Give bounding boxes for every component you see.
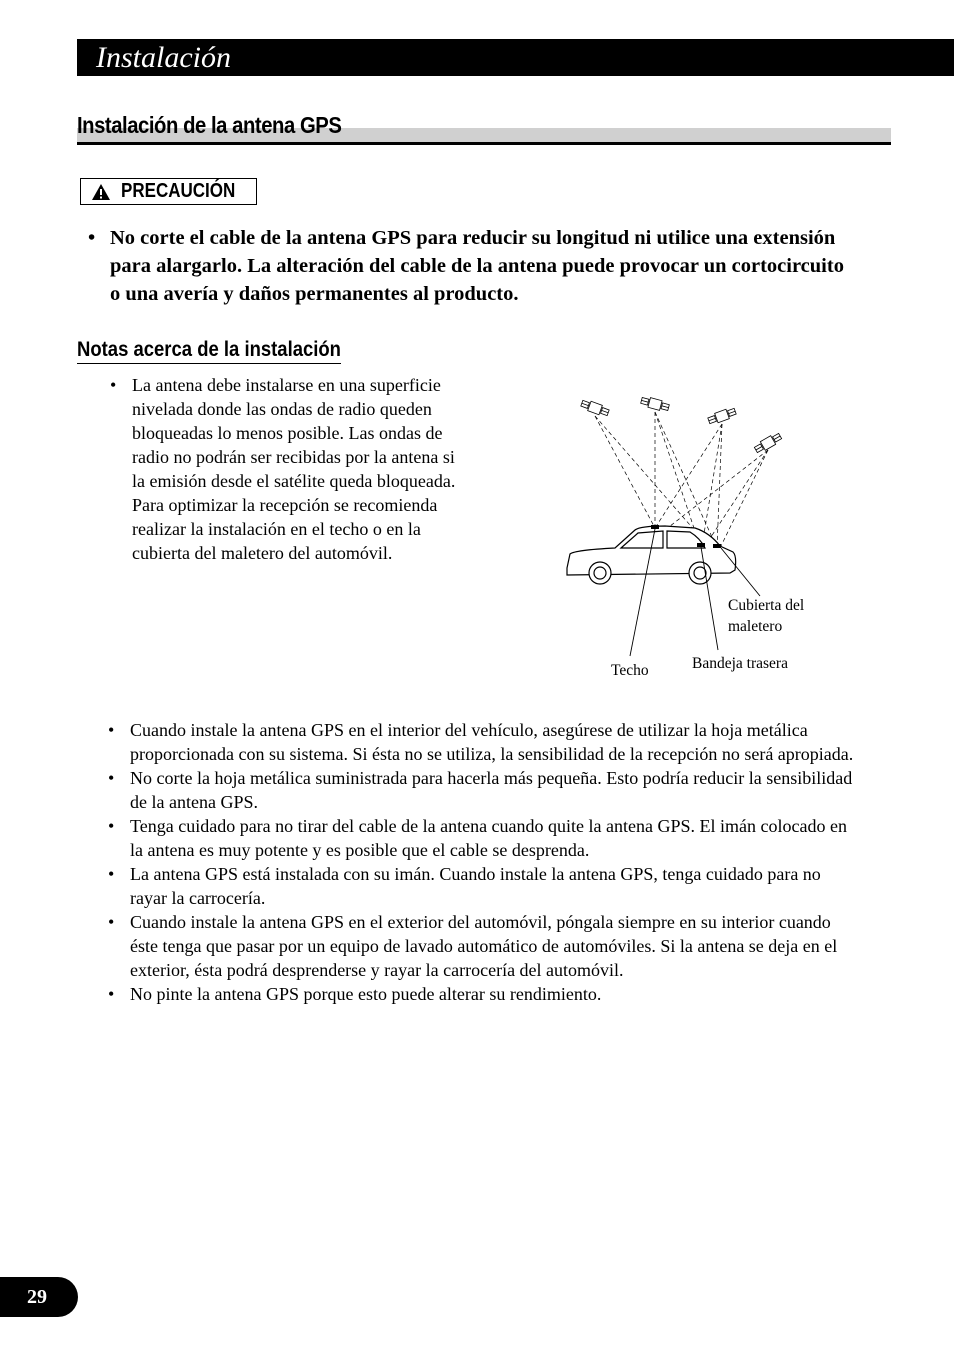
list-item: • No corte la hoja metálica suministrada para hacerla más pequeña. Esto podría reducir la sensibilidad de la antena GPS.: [108, 766, 858, 814]
header-bar: [77, 39, 954, 76]
section-heading: [77, 112, 891, 147]
caution-item: • No corte el cable de la antena GPS para reducir su longitud ni utilice una extensión para alargarlo. La alteración del cable de la antena puede provocar un cortocircuito o una avería y daños permanentes al producto.: [88, 224, 848, 308]
installation-notes-list: [108, 718, 858, 1006]
car-satellite-illustration: [555, 388, 845, 688]
label-roof: Techo: [611, 662, 649, 679]
satellite-icon: [753, 432, 782, 455]
satellite-icon: [640, 396, 670, 413]
list-item: • La antena debe instalarse en una superficie nivelada donde las ondas de radio queden bloqueadas lo menos posible. Las ondas de radio no podrán ser recibidas por la antena si la emisión desde el satélite queda bloqueada. Para optimizar la recepción se recomienda realizar la instalación en el techo o en la cubierta del maletero del automóvil.: [110, 373, 460, 565]
page-title: Instalación: [96, 41, 231, 74]
section-title: Instalación de la antena GPS: [77, 112, 342, 138]
satellite-icon: [580, 399, 610, 418]
section-heading-rule: [77, 142, 891, 145]
install-notes-title: Notas acerca de la instalación: [77, 338, 341, 364]
label-trunk-line1: Cubierta del: [728, 597, 805, 614]
page-number-tab: [0, 1277, 78, 1317]
label-trunk-line2: maletero: [728, 618, 783, 635]
list-item: • Cuando instale la antena GPS en el interior del vehículo, asegúrese de utilizar la hoja metálica proporcionada con su sistema. Si ésta no se utiliza, la sensibilidad de la recepción no será apropiada.: [108, 718, 858, 766]
caution-badge: [80, 178, 257, 205]
list-item: • No pinte la antena GPS porque esto puede alterar su rendimiento.: [108, 982, 858, 1006]
install-note-first: [110, 373, 460, 565]
car-outline: [567, 526, 736, 584]
list-item: • Tenga cuidado para no tirar del cable de la antena cuando quite la antena GPS. El imán colocado en la antena es muy potente y es posible que el cable se desprenda.: [108, 814, 858, 862]
satellite-icon: [707, 407, 737, 426]
list-item: • La antena GPS está instalada con su imán. Cuando instale la antena GPS, tenga cuidado para no rayar la carrocería.: [108, 862, 858, 910]
list-item: • Cuando instale la antena GPS en el exterior del automóvil, póngala siempre en su interior cuando éste tenga que pasar por un equipo de lavado automático de automóviles. Si la antena se deja en el exterior, ésta podrá desprenderse y rayar la carrocería del automóvil.: [108, 910, 858, 982]
label-trunk-lid: [728, 595, 804, 637]
gps-antenna-diagram: [555, 388, 845, 688]
warning-triangle-icon: [91, 183, 111, 201]
label-rear-shelf: Bandeja trasera: [692, 655, 788, 672]
caution-label: PRECAUCIÓN: [121, 180, 236, 202]
caution-text-block: [88, 224, 848, 308]
page-number: 29: [27, 1286, 47, 1308]
